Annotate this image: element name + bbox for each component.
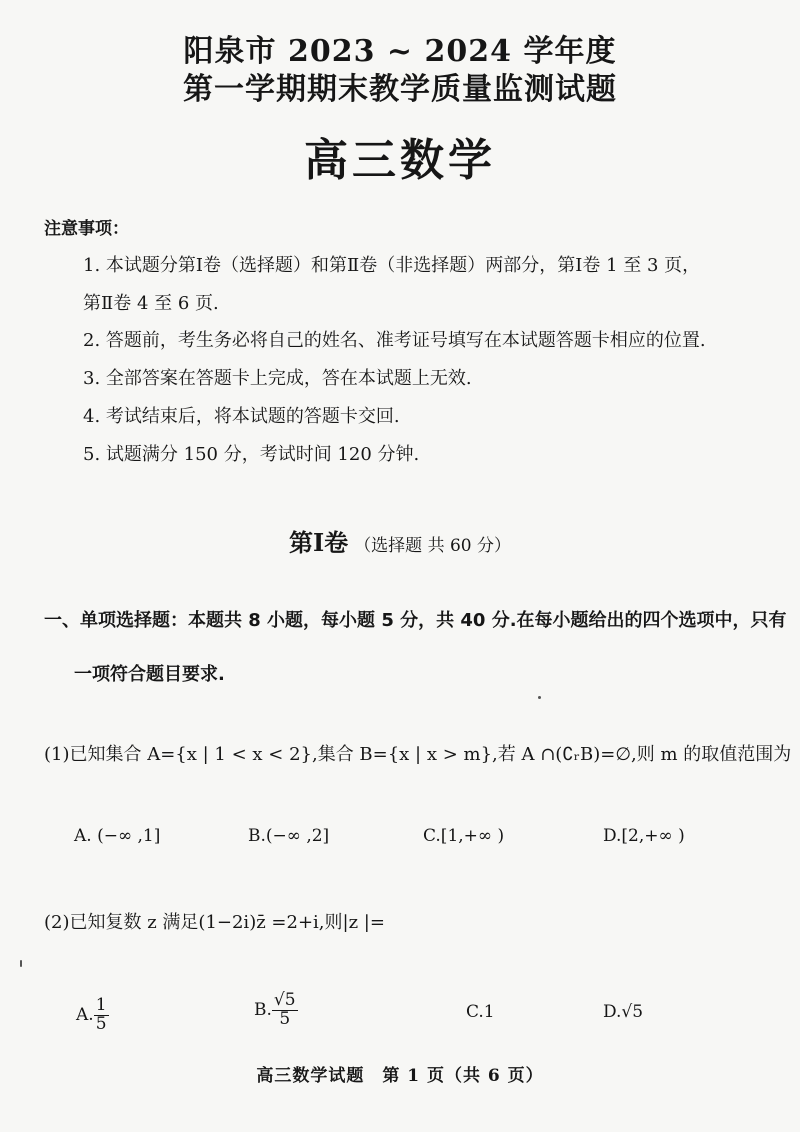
notes-heading: 注意事项： bbox=[44, 219, 129, 239]
note-item-4: 4. 考试结束后，将本试题的答题卡交回. bbox=[83, 406, 400, 427]
note-item-3: 3. 全部答案在答题卡上完成，答在本试题上无效. bbox=[83, 368, 472, 389]
option-a-fraction bbox=[94, 997, 109, 1034]
volume-heading bbox=[0, 523, 800, 558]
option-a-numerator: 1 bbox=[95, 995, 107, 1015]
question-2-option-c: C.1 bbox=[466, 1002, 495, 1022]
note-item-1-continued: 第Ⅱ卷 4 至 6 页. bbox=[83, 293, 219, 314]
volume-title: 第Ⅰ卷 bbox=[288, 528, 349, 557]
option-b-numerator: √5 bbox=[273, 990, 296, 1010]
page-footer: 高三数学试题 第 1 页（共 6 页） bbox=[256, 1066, 544, 1086]
note-item-1: 1. 本试题分第Ⅰ卷（选择题）和第Ⅱ卷（非选择题）两部分，第Ⅰ卷 1 至 3 页， bbox=[83, 255, 701, 276]
note-item-5: 5. 试题满分 150 分，考试时间 120 分钟. bbox=[83, 444, 420, 465]
option-b-label: B. bbox=[254, 999, 272, 1020]
question-2-option-a bbox=[76, 997, 109, 1034]
volume-subtitle: （选择题 共 60 分） bbox=[354, 536, 512, 556]
question-1-option-d: D.[2,+∞ ) bbox=[603, 826, 685, 846]
exam-header-line2: 第一学期期末教学质量监测试题 bbox=[183, 72, 617, 107]
section-heading-line1: 一、单项选择题：本题共 8 小题，每小题 5 分，共 40 分.在每小题给出的四个选项中，只有 bbox=[44, 610, 787, 631]
exam-header-line1: 阳泉市 2023 ~ 2024 学年度 bbox=[183, 34, 617, 69]
question-2-option-b bbox=[254, 992, 298, 1029]
option-b-denominator: 5 bbox=[279, 1008, 291, 1029]
exam-title: 高三数学 bbox=[304, 135, 496, 186]
option-a-denominator: 5 bbox=[95, 1013, 107, 1034]
scan-speck bbox=[20, 960, 22, 967]
question-2-stem: (2)已知复数 z 满足(1−2i)z̄ =2+i,则|z |= bbox=[44, 912, 385, 933]
question-1-option-b: B.(−∞ ,2] bbox=[248, 826, 330, 846]
note-item-2: 2. 答题前，考生务必将自己的姓名、准考证号填写在本试题答题卡相应的位置. bbox=[83, 330, 706, 351]
option-a-label: A. bbox=[76, 1004, 94, 1025]
question-1-stem: (1)已知集合 A={x | 1 < x < 2},集合 B={x | x > m},若 A ∩(∁ᵣB)=∅,则 m 的取值范围为 bbox=[44, 744, 792, 765]
question-2-option-d: D.√5 bbox=[603, 1002, 644, 1022]
question-1-option-c: C.[1,+∞ ) bbox=[423, 826, 505, 846]
scan-speck bbox=[538, 696, 541, 699]
question-1-option-a: A. (−∞ ,1] bbox=[74, 826, 161, 846]
section-heading-line2: 一项符合题目要求. bbox=[74, 664, 225, 685]
option-b-fraction bbox=[272, 992, 298, 1029]
